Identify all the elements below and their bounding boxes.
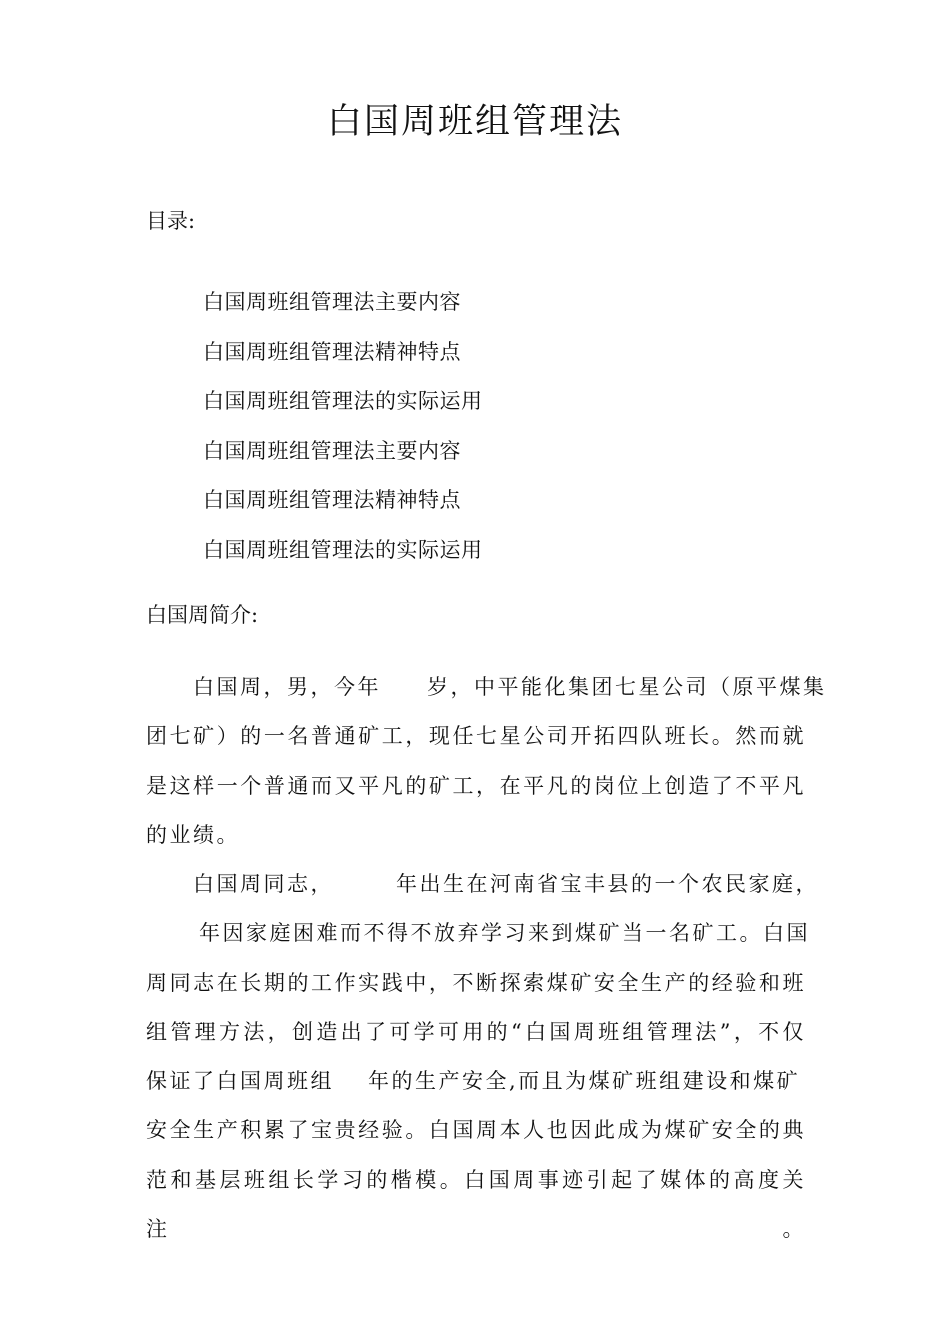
intro-label: 白国周简介: [146, 603, 259, 627]
paragraph-line: 组管理方法，创造出了可学可用的“白国周班组管理法”，不仅 [146, 1019, 806, 1044]
paragraph-line: 白国周同志， 年出生在河南省宝丰县的一个农民家庭， [193, 872, 819, 896]
paragraph-line: 年因家庭困难而不得不放弃学习来到煤矿当一名矿工。白国 [199, 921, 810, 946]
document-title: 白国周班组管理法 [326, 102, 623, 142]
toc-item: 白国周班组管理法的实际运用 [203, 389, 483, 414]
paragraph-line: 的业绩。 [146, 822, 240, 847]
intro-paragraph-1 [146, 663, 827, 860]
paragraph-line: 保证了白国周班组 年的生产安全,而且为煤矿班组建设和煤矿 [146, 1069, 801, 1094]
toc-label: 目录: [146, 209, 196, 233]
paragraph-line: 周同志在长期的工作实践中，不断探索煤矿安全生产的经验和班 [146, 970, 806, 995]
intro-paragraph-2 [146, 860, 819, 1242]
paragraph-line: 白国周，男，今年 岁，中平能化集团七星公司（原平煤集 [193, 675, 827, 699]
paragraph-line: 是这样一个普通而又平凡的矿工，在平凡的岗位上创造了不平凡 [146, 773, 806, 798]
toc-item: 白国周班组管理法精神特点 [203, 488, 461, 513]
toc-item: 白国周班组管理法精神特点 [203, 339, 461, 364]
paragraph-line: 团七矿）的一名普通矿工，现任七星公司开拓四队班长。然而就 [146, 724, 806, 749]
toc-item: 白国周班组管理法主要内容 [203, 438, 461, 463]
toc-item: 白国周班组管理法的实际运用 [203, 537, 483, 562]
paragraph-line: 范和基层班组长学习的楷模。白国周事迹引起了媒体的高度关注。 [146, 1167, 806, 1242]
table-of-contents [203, 278, 483, 576]
paragraph-line: 安全生产积累了宝贵经验。白国周本人也因此成为煤矿安全的典 [146, 1118, 806, 1143]
toc-item: 白国周班组管理法主要内容 [203, 290, 461, 314]
